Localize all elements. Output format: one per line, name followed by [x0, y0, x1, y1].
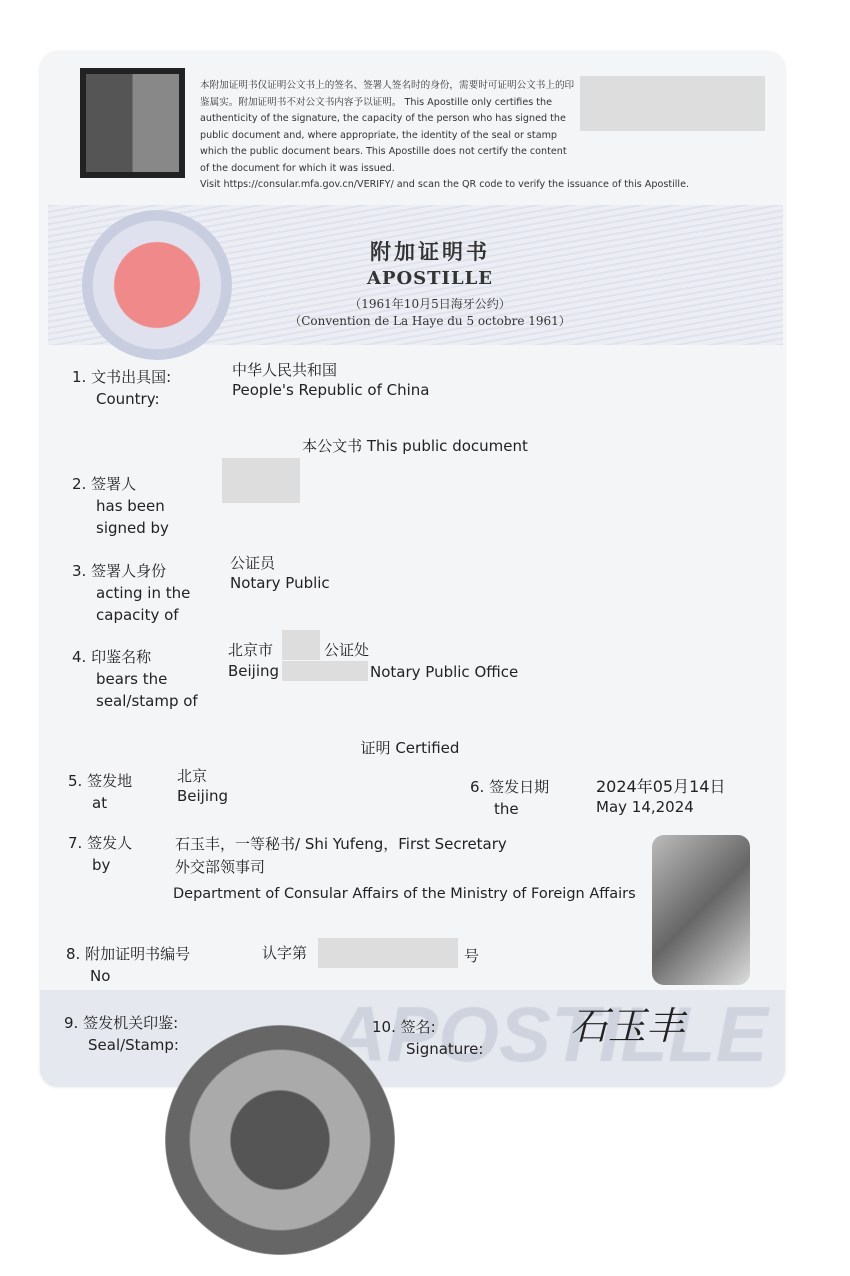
field-5-label [68, 770, 132, 814]
field-7-label [68, 832, 132, 876]
value-zh: 公证员 [230, 554, 276, 572]
qr-code-redacted [80, 68, 185, 178]
label-en: Seal/Stamp: [88, 1036, 179, 1054]
value-en: Notary Public [230, 574, 330, 592]
header [280, 236, 580, 329]
cert-heading: 证明 Certified [360, 739, 460, 757]
label-en: acting in the [96, 584, 191, 602]
value-zh: 2024年05月14日 [596, 777, 726, 796]
label-en: Country: [96, 390, 160, 408]
convention-zh: （1961年10月5日海牙公约） [349, 297, 511, 311]
number-redacted [318, 938, 458, 968]
convention-fr: （Convention de La Haye du 5 octobre 1961） [289, 314, 571, 328]
office-redacted-bottom [282, 661, 368, 681]
label-en: at [92, 794, 108, 812]
office-redacted-top [282, 630, 320, 660]
notice-zh: 本附加证明书仅证明公文书上的签名、签署人签名时的身份，需要时可证明公文书上的印鉴属实。附加证明书不对公文书内容予以证明。 [200, 80, 575, 108]
field-3-label [72, 560, 190, 626]
label-en: capacity of [96, 606, 179, 624]
label-zh: 1. 文书出具国: [72, 368, 172, 386]
label-zh: 6. 签发日期 [470, 778, 550, 796]
value-zh-b: 公证处 [324, 641, 370, 659]
value-zh: 中华人民共和国 [232, 361, 338, 379]
notice-en: This Apostille only certifies the authenticity of the signature, the capacity of the person who has signed the public document and, where appropriate, the identity of the seal or stamp which the public document bears. This Apostille does not certify the content of the document for which it was issued. [200, 96, 567, 174]
label-en: signed by [96, 519, 169, 537]
redacted-box [580, 76, 765, 131]
label-zh: 8. 附加证明书编号 [66, 945, 191, 963]
value-zh: 北京 [177, 767, 208, 785]
title-zh: 附加证明书 [370, 239, 490, 264]
field-9-label [64, 1012, 179, 1056]
field-4-label [72, 646, 198, 712]
notice-visit: Visit https://consular.mfa.gov.cn/VERIFY/ and scan the QR code to verify the issuance of this Apostille. [200, 179, 690, 190]
field-10-label [372, 1016, 483, 1060]
field-1-label [72, 366, 171, 410]
value-en: Beijing [177, 787, 229, 805]
label-en: has been [96, 497, 165, 515]
number-suffix: 号 [464, 947, 480, 965]
value-en: People's Republic of China [232, 381, 430, 399]
handwritten-signature: 石玉丰 [570, 1004, 685, 1048]
label-zh: 3. 签署人身份 [72, 562, 167, 580]
label-zh: 7. 签发人 [68, 834, 133, 852]
national-emblem [82, 210, 232, 360]
issuer-dept-en: Department of Consular Affairs of the Ministry of Foreign Affairs [173, 886, 636, 902]
value-en-b: Notary Public Office [370, 663, 519, 681]
label-zh: 10. 签名: [372, 1018, 436, 1036]
doc-heading: 本公文书 This public document [302, 437, 528, 455]
field-6-label [470, 776, 549, 820]
label-en: No [90, 967, 111, 985]
label-zh: 4. 印鉴名称 [72, 648, 152, 666]
value-en-a: Beijing [228, 662, 280, 680]
label-en: the [494, 800, 519, 818]
label-zh: 5. 签发地 [68, 772, 133, 790]
issuer-dept-zh: 外交部领事司 [175, 858, 266, 876]
title-en: APOSTILLE [366, 268, 494, 289]
label-en: seal/stamp of [96, 692, 198, 710]
field-3-value [230, 553, 330, 593]
field-5-value [177, 766, 228, 806]
signer-redacted [222, 458, 300, 503]
field-6-value [596, 777, 725, 817]
label-en: Signature: [406, 1040, 484, 1058]
label-en: by [92, 856, 111, 874]
value-zh-a: 北京市 [228, 641, 274, 659]
field-1-value [232, 360, 430, 400]
number-prefix: 认字第 [262, 944, 308, 962]
label-en: bears the [96, 670, 168, 688]
label-zh: 9. 签发机关印鉴: [64, 1014, 179, 1032]
field-8-label [66, 943, 190, 987]
field-2-label [72, 473, 169, 539]
issuer-name: 石玉丰，一等秘书/ Shi Yufeng，First Secretary [175, 835, 507, 853]
label-zh: 2. 签署人 [72, 475, 137, 493]
value-en: May 14,2024 [596, 798, 694, 816]
embossed-seal [165, 1025, 395, 1255]
hologram-sticker [652, 835, 750, 985]
